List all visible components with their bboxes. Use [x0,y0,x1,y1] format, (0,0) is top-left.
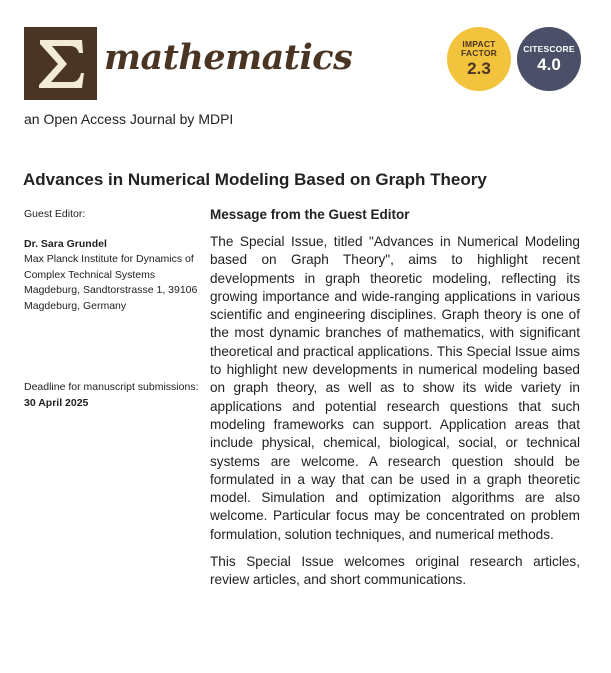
guest-editor-name: Dr. Sara Grundel [24,237,107,250]
impact-factor-label: IMPACT FACTOR [461,39,497,59]
deadline-date: 30 April 2025 [24,396,89,409]
guest-editor-label: Guest Editor: [24,208,86,220]
editor-sidebar [24,207,199,411]
message-paragraph: The Special Issue, titled "Advances in Numerical Modeling based on Graph Theory", aims to highlight recent developments in graph theoretic modeling, reflecting its growing importance and wide-ranging applications in various scientific and engineering disciplines. Graph theory is one of the most dynamic branches of mathematics, with significant theoretical and practical applications. This Special Issue aims to highlight new developments in numerical modeling based on graph theory, as well as to show its wide variety in applications and potential research questions that such modeling frameworks can support. Application areas that include physical, chemical, biological, social, or technical systems are welcome. A research question should be formulated in a way that can be used in a graph theoretic model. Simulation and optimization algorithms are also welcome. Particular focus may be concentrated on problem formulation, solution techniques, and numerical methods. [210,234,580,542]
special-issue-title: Advances in Numerical Modeling Based on Graph Theory [23,170,487,189]
journal-logo[interactable] [24,27,97,100]
impact-factor-value: 2.3 [467,59,491,78]
message-paragraph: This Special Issue welcomes original research articles, review articles, and short communications. [210,554,580,588]
sigma-icon [37,38,85,90]
journal-name[interactable]: mathematics [104,37,353,78]
citescore-value: 4.0 [537,54,561,74]
citescore-badge [517,27,581,91]
guest-editor-message [210,207,580,590]
deadline-label: Deadline for manuscript submissions: [24,381,199,393]
deadline-block [24,380,199,411]
impact-factor-badge [447,27,511,91]
journal-tagline: an Open Access Journal by MDPI [24,111,234,127]
citescore-label: CITESCORE [523,43,575,54]
message-heading: Message from the Guest Editor [210,207,410,222]
guest-editor-affiliation: Max Planck Institute for Dynamics of Complex Technical Systems Magdeburg, Sandtorstrasse 1, 39106 Magdeburg, Germany [24,253,198,312]
